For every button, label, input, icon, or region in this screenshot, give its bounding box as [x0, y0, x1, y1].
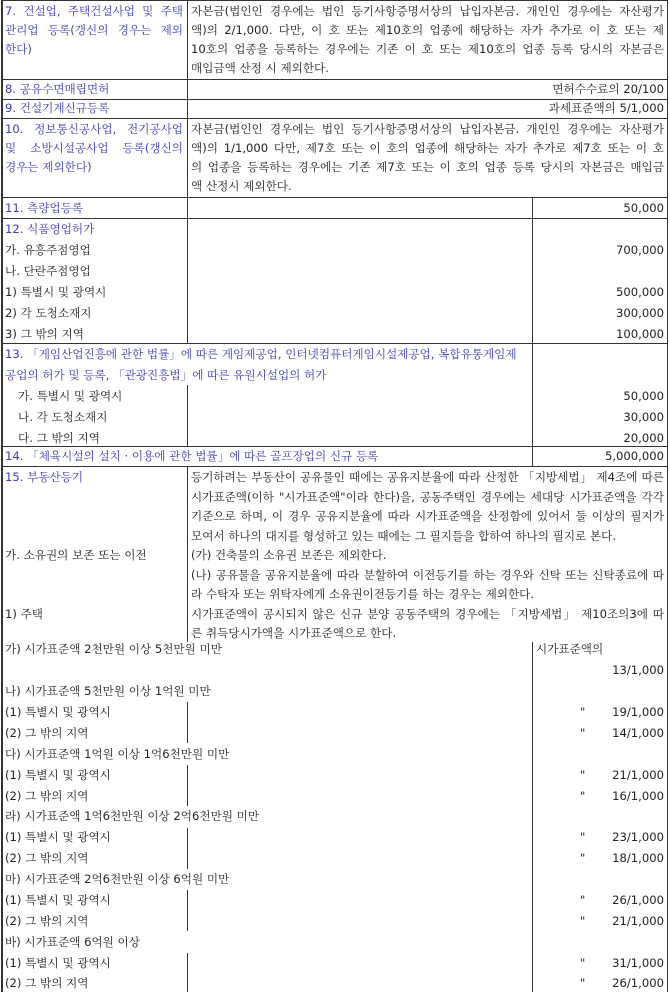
ditto-mark: "	[580, 705, 586, 719]
bracket-sub-label: (1) 특별시 및 광역시	[5, 893, 111, 907]
row7-description-line: 매입금액 산정 시 제외한다.	[191, 61, 329, 75]
column-divider	[187, 953, 188, 992]
column-divider	[187, 385, 188, 446]
ditto-mark: "	[580, 789, 586, 803]
row14-value: 5,000,000	[604, 449, 664, 463]
ownership-label: 가. 소유권의 보존 또는 이전	[5, 548, 147, 562]
row-divider	[1, 79, 668, 80]
row12-label: 12. 식품영업허가	[5, 222, 95, 236]
ditto-mark: "	[580, 830, 586, 844]
bracket-rate: 13/1,000	[612, 663, 664, 677]
row-divider	[1, 218, 668, 219]
row-divider	[1, 197, 668, 198]
row-divider	[1, 343, 668, 344]
row7-label-line: 7. 건설업, 주택건설사업 및 주택	[5, 4, 183, 18]
row12-item-label: 2) 각 도청소재지	[5, 306, 92, 320]
bracket-sub-label: (2) 그 밖의 지역	[5, 851, 89, 865]
ditto-mark: "	[580, 914, 586, 928]
row15-label: 15. 부동산등기	[5, 470, 84, 484]
bracket-label: 라) 시가표준액 1억6천만원 이상 2억6천만원 미만	[5, 809, 260, 823]
row10-description-line: 자본금(법인인 경우에는 법인 등기사항증명서상의 납입자본금. 개인인 경우에는 자산평가	[191, 122, 664, 136]
ditto-mark: "	[580, 893, 586, 907]
ditto-mark: "	[580, 768, 586, 782]
row13-item-value: 50,000	[623, 389, 664, 403]
ditto-mark: "	[580, 976, 586, 990]
ownership-description-line: (나) 공유물을 공유지분율에 따라 분할하여 이전등기를 하는 경우와 신탁 또는 신탁종료에 따	[191, 567, 664, 582]
row13-item-label: 가. 특별시 및 광역시	[18, 389, 123, 403]
row13-label-line: 공업의 허가 및 등록, 「관광진흥법」에 따른 유원시설업의 허가	[5, 368, 327, 382]
bracket-label: 바) 시가표준액 6억원 이상	[5, 935, 140, 949]
bracket-sub-rate: 26/1,000	[612, 976, 664, 990]
column-divider	[1, 0, 3, 992]
bracket-sub-rate: 23/1,000	[612, 830, 664, 844]
row12-item-value: 500,000	[616, 285, 664, 299]
ditto-mark: "	[580, 956, 586, 970]
row-divider	[1, 446, 668, 447]
row7-description-line: 10호의 업종을 등록하는 경우에는 기존 이 호 또는 제10호의 업종 등록 당시의 자본금은	[191, 42, 664, 56]
column-divider	[187, 890, 188, 931]
column-divider	[532, 197, 533, 466]
row15-description-line: 등기하려는 부동산이 공유물인 때에는 공유지분율에 따라 산정한 「지방세법」 제4조에 따른	[191, 470, 664, 484]
column-divider	[532, 642, 533, 992]
row12-item-value: 700,000	[616, 243, 664, 257]
row8-label: 8. 공유수면매립면허	[5, 82, 110, 96]
column-divider	[187, 765, 188, 806]
bracket-label: 가) 시가표준액 2천만원 이상 5천만원 미만	[5, 642, 222, 656]
row13-item-label: 나. 각 도청소재지	[18, 410, 108, 424]
column-divider	[187, 828, 188, 869]
row-divider	[1, 466, 668, 467]
bracket-label: 나) 시가표준액 5천만원 이상 1억원 미만	[5, 684, 211, 698]
row7-description-line: 자본금(법인인 경우에는 법인 등기사항증명서상의 납입자본금. 개인인 경우에는 자산평가	[191, 4, 664, 18]
bracket-sub-rate: 16/1,000	[612, 789, 664, 803]
column-divider	[187, 0, 188, 343]
bracket-sub-label: (2) 그 밖의 지역	[5, 726, 89, 740]
housing-description-line: 른 취득당시가액을 시가표준액으로 한다.	[191, 626, 397, 640]
row7-description-line: 액)의 2/1,000. 다만, 이 호 또는 제10호의 업종에 해당하는 자가 추가로 이 호 또는 제	[191, 23, 664, 37]
row10-description-line: 액)의 1/1,000 다만, 제7호 또는 이 호의 업종에 해당하는 자가 추가로 제7호 또는 이 호	[191, 141, 664, 155]
column-divider	[667, 0, 668, 992]
ditto-mark: "	[580, 851, 586, 865]
housing-description-line: 시가표준액이 공시되지 않은 신규 분양 공동주택의 경우에는 「지방세법」 제10조의3에 따	[191, 606, 664, 621]
row12-item-label: 1) 특별시 및 광역시	[5, 285, 107, 299]
bracket-sub-label: (1) 특별시 및 광역시	[5, 768, 111, 782]
ownership-description-line: 라 수탁자 또는 위탁자에게 소유권이전등기를 하는 경우는 제외한다.	[191, 587, 535, 601]
bracket-sub-rate: 21/1,000	[612, 914, 664, 928]
row8-value: 면허수수료의 20/100	[552, 82, 664, 96]
row7-label-line: 관리업 등록(갱신의 경우는 제외	[5, 23, 183, 37]
ownership-description-line: (가) 건축물의 소유권 보존은 제외한다.	[191, 548, 387, 562]
row10-label-line: 및 소방시설공사업 등록(갱신의	[5, 141, 183, 155]
housing-label: 1) 주택	[5, 606, 43, 621]
bracket-sub-label: (2) 그 밖의 지역	[5, 789, 89, 803]
row10-description-line: 액 산정시 제외한다.	[191, 179, 292, 193]
bracket-sub-rate: 18/1,000	[612, 851, 664, 865]
row11-label: 11. 측량업등록	[5, 201, 84, 215]
row13-item-label: 다. 그 밖의 지역	[18, 431, 100, 445]
column-divider	[187, 702, 188, 743]
bracket-sub-label: (1) 특별시 및 광역시	[5, 830, 111, 844]
row12-item-value: 300,000	[616, 306, 664, 320]
row10-label-line: 경우는 제외한다)	[5, 160, 92, 174]
row12-item-label: 나. 단란주점영업	[5, 264, 91, 278]
row13-label-line: 13. 「게임산업진흥에 관한 법률」에 따른 게임제공업, 인터넷컴퓨터게임시설제공업, 복합유통게임제	[5, 347, 517, 361]
ditto-mark: "	[580, 726, 586, 740]
row9-label: 9. 건설기계신규등록	[5, 101, 110, 115]
row15-description-line: 기준으로 하며, 이 경우 공유지분율에 따라 시가표준액을 산정함에 있어서 둘 이상의 필지가	[191, 509, 664, 523]
row10-label-line: 10. 정보통신공사업, 전기공사업	[5, 122, 183, 136]
row13-item-value: 30,000	[623, 410, 664, 424]
row11-value: 50,000	[623, 201, 664, 215]
row7-label-line: 한다)	[5, 42, 32, 56]
row9-value: 과세표준액의 5/1,000	[548, 101, 664, 115]
bracket-sub-rate: 19/1,000	[612, 705, 664, 719]
row13-item-value: 20,000	[623, 431, 664, 445]
bracket-label: 마) 시가표준액 2억6천만원 이상 6억원 미만	[5, 872, 230, 886]
row-divider	[1, 0, 668, 1]
row14-label: 14. 「체육시설의 설치 · 이용에 관한 법률」에 따른 골프장업의 신규 등록	[5, 449, 379, 463]
row-divider	[1, 99, 668, 100]
row15-description-line: 시가표준액(이하 "시가표준액"이라 한다)을, 공동주택인 경우에는 세대당 시가표준액을 각각	[191, 489, 664, 504]
row12-item-value: 100,000	[616, 327, 664, 341]
row12-item-label: 3) 그 밖의 지역	[5, 327, 84, 341]
bracket-sub-label: (1) 특별시 및 광역시	[5, 705, 111, 719]
row10-description-line: 의 업종을 등록하는 경우에는 기존 제7호 또는 이 호의 업종 등록 당시의 자본금은 매입금	[191, 160, 664, 174]
bracket-sub-rate: 14/1,000	[612, 726, 664, 740]
bracket-sub-label: (1) 특별시 및 광역시	[5, 956, 111, 970]
column-divider	[187, 466, 188, 642]
bracket-label: 다) 시가표준액 1억원 이상 1억6천만원 미만	[5, 747, 230, 761]
row15-description-line: 모여서 하나의 대지를 형성하고 있는 때에는 그 필지들을 합하여 하나의 필지로 본다.	[191, 528, 617, 543]
bracket-sub-label: (2) 그 밖의 지역	[5, 976, 89, 990]
rate-prefix: 시가표준액의	[536, 642, 604, 656]
row12-item-value	[536, 261, 664, 281]
row-divider	[1, 118, 668, 119]
bracket-sub-rate: 26/1,000	[612, 893, 664, 907]
bracket-sub-label: (2) 그 밖의 지역	[5, 914, 89, 928]
row12-item-label: 가. 유흥주점영업	[5, 243, 91, 257]
bracket-sub-rate: 21/1,000	[612, 768, 664, 782]
bracket-sub-rate: 31/1,000	[612, 956, 664, 970]
